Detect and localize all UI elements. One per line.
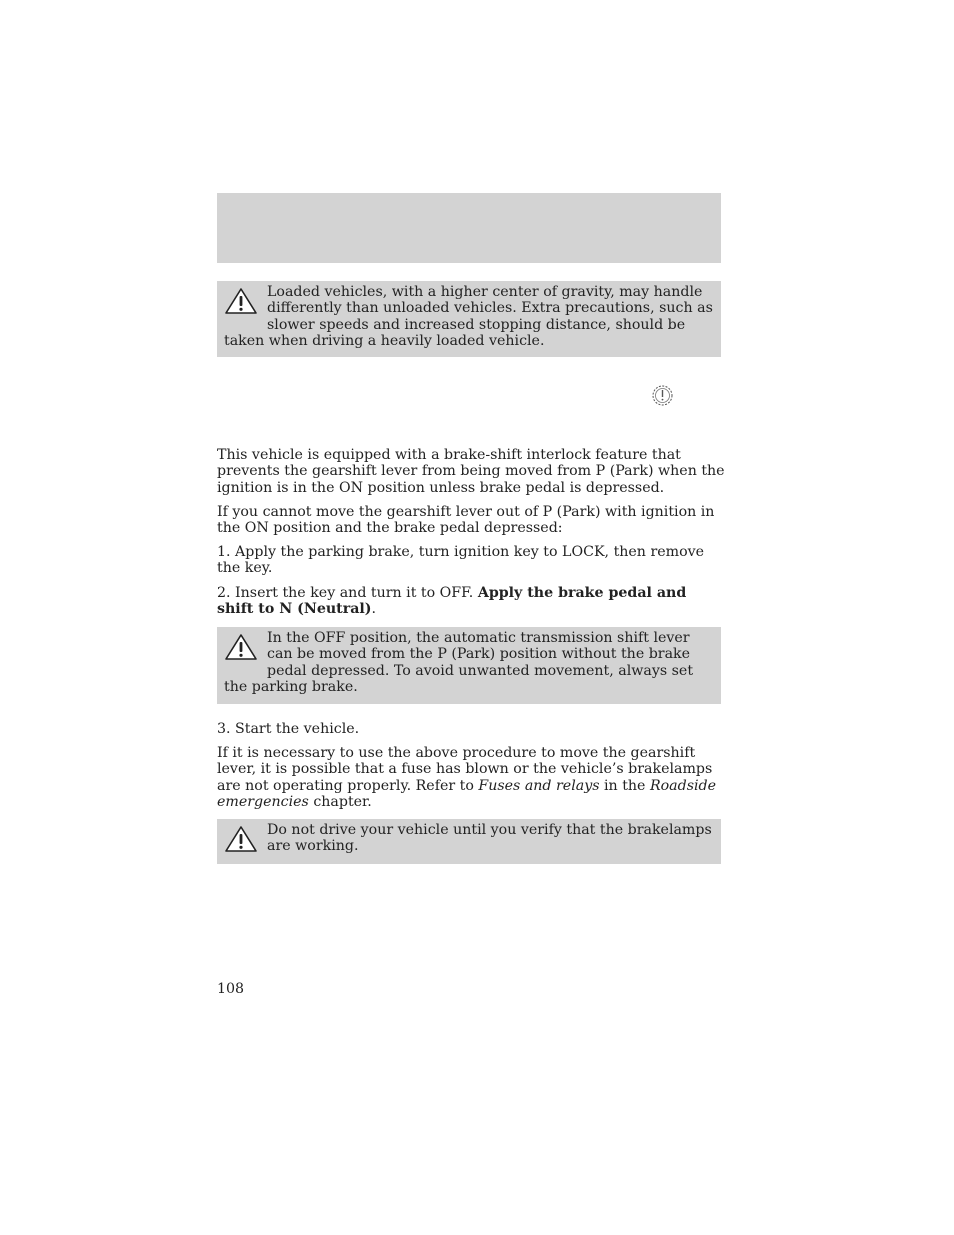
step-2	[217, 585, 717, 618]
warning-triangle-icon	[224, 287, 260, 317]
fuses-and-relays-reference: Fuses and relays	[478, 777, 600, 794]
step-2-end: .	[371, 601, 377, 618]
cannot-move-paragraph: If you cannot move the gearshift lever out of P (Park) with ignition in the ON position and the brake pedal depressed:	[217, 504, 715, 537]
warning-box-loaded-vehicles	[217, 281, 721, 357]
closing-text: If it is necessary to use the above procedure to move the gearshift lever, it is possible that a fuse has blown or the vehicle’s brakelamps are not operating properly. Refer to	[217, 745, 713, 794]
warning-text: Loaded vehicles, with a higher center of gravity, may handle differently than unloaded vehicles. Extra precautions, such as slower speeds and increased stopping distance, should be taken when driving a heavily loaded vehicle.	[224, 284, 713, 349]
step-2-text: 2. Insert the key and turn it to OFF.	[217, 585, 478, 601]
chapter-header-band	[217, 193, 721, 263]
intro-paragraph: This vehicle is equipped with a brake-shift interlock feature that prevents the gearshift lever from being moved from P (Park) when the ignition is in the ON position unless brake pedal is depressed.	[217, 447, 725, 496]
closing-end: chapter.	[308, 793, 372, 810]
warning-triangle-icon	[224, 825, 260, 855]
warning-text: In the OFF position, the automatic transmission shift lever can be moved from the P (Park) position without the brake pedal depressed. To avoid unwanted movement, always set the parking brake.	[224, 630, 694, 695]
warning-box-brakelamps	[217, 819, 721, 864]
step-2-bold-instruction: Apply the brake pedal and shift to N (Neutral)	[217, 585, 687, 618]
closing-paragraph	[217, 745, 722, 810]
step-1: 1. Apply the parking brake, turn ignition key to LOCK, then remove the key.	[217, 544, 705, 577]
roadside-emergencies-reference: Roadside emergencies	[217, 777, 717, 810]
warning-box-off-position	[217, 627, 721, 704]
gear-icon	[651, 384, 674, 407]
step-3: 3. Start the vehicle.	[217, 721, 360, 737]
warning-triangle-icon	[224, 633, 260, 663]
closing-mid: in the	[599, 777, 650, 794]
warning-text: Do not drive your vehicle until you verify that the brakelamps are working.	[267, 822, 712, 855]
page-number: 108	[217, 981, 245, 997]
